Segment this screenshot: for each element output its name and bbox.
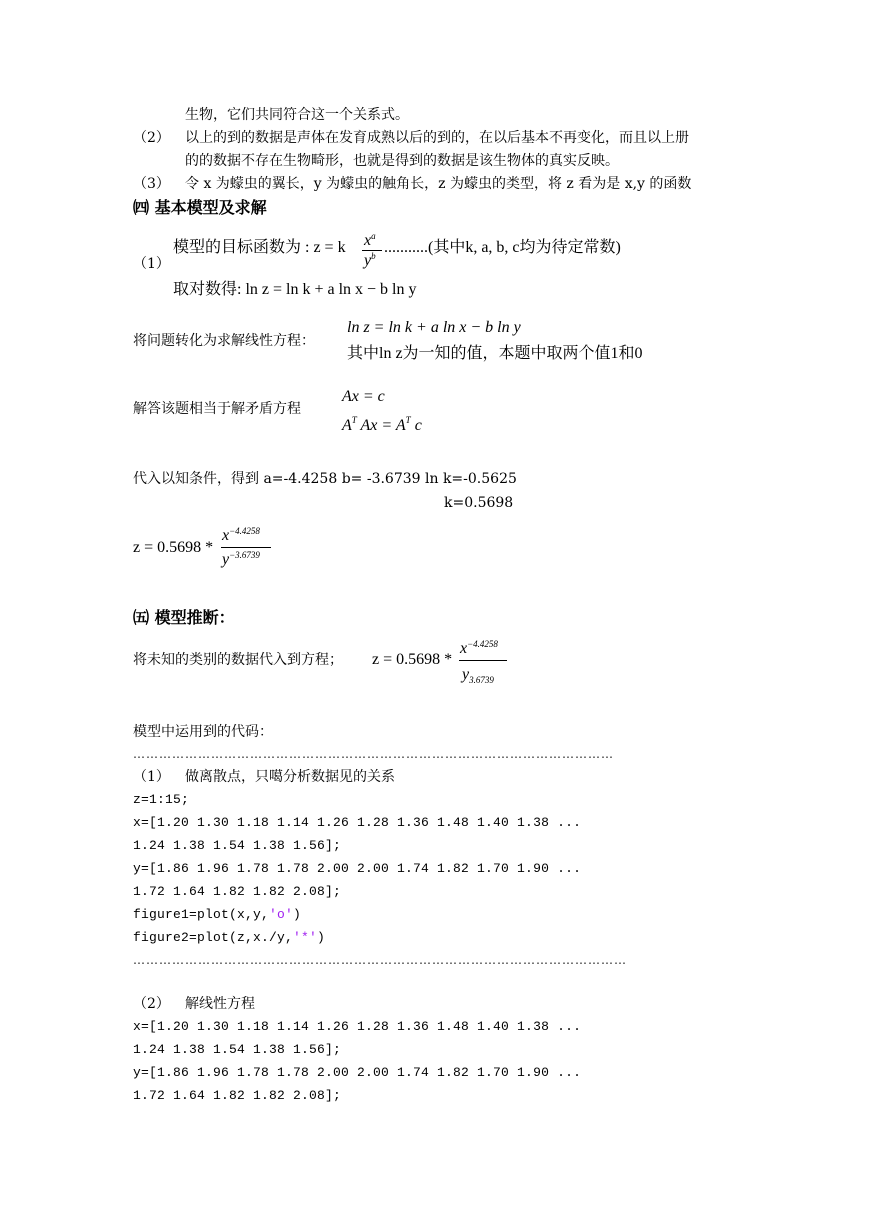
item-2-number: （2） bbox=[133, 130, 170, 146]
code-line: 1.72 1.64 1.82 1.82 2.08]; bbox=[133, 1088, 342, 1103]
inference-formula-num: $x^{-4.4258}$ bbox=[460, 639, 498, 657]
linear-equation: ln z = ln k + a ln x − b ln y bbox=[347, 319, 521, 336]
log-transform-line: 取对数得: ln z = ln k + a ln x − b ln y bbox=[173, 281, 417, 298]
contradictory-eq-2: $A^T$ $Ax = A^T$ c bbox=[342, 415, 422, 434]
code-part-1-title: 做离散点，只噶分析数据见的关系 bbox=[185, 769, 395, 785]
code-line: x=[1.20 1.30 1.18 1.14 1.26 1.28 1.36 1.48 1.40 1.38 ... bbox=[133, 815, 582, 830]
inference-label: 将未知的类别的数据代入到方程； bbox=[133, 652, 343, 668]
section-5-heading: ㈤ 模型推断： bbox=[133, 608, 235, 627]
objective-frac-num: $x^a$ bbox=[364, 231, 376, 249]
code-heading: 模型中运用到的代码： bbox=[133, 724, 273, 740]
item-2-line-1: 以上的到的数据是声体在发育成熟以后的到的，在以后基本不再变化，而且以上册 bbox=[185, 130, 689, 146]
item-3-number: （3） bbox=[133, 176, 170, 192]
objective-prefix: 模型的目标函数为 : z = k bbox=[173, 239, 346, 256]
code-line: y=[1.86 1.96 1.78 1.78 2.00 2.00 1.74 1.82 1.70 1.90 ... bbox=[133, 1065, 582, 1080]
code-line: y=[1.86 1.96 1.78 1.78 2.00 2.00 1.74 1.82 1.70 1.90 ... bbox=[133, 861, 582, 876]
code-part-1-number: （1） bbox=[133, 769, 170, 785]
code-line: 1.24 1.38 1.54 1.38 1.56]; bbox=[133, 1042, 342, 1057]
inference-formula-prefix: z = 0.5698 * bbox=[372, 651, 453, 668]
contradictory-eq-1: Ax = c bbox=[342, 388, 385, 405]
linear-equation-label: 将问题转化为求解线性方程： bbox=[133, 333, 315, 349]
intro-line-1: 生物，它们共同符合这一个关系式。 bbox=[185, 107, 409, 123]
section-4-heading: ㈣ 基本模型及求解 bbox=[133, 198, 267, 217]
result-line: 代入以知条件，得到 a=-4.4258 b= -3.6739 ln k=-0.5625 bbox=[133, 471, 517, 487]
objective-frac-den: $y^b$ bbox=[364, 251, 376, 269]
final-formula-prefix: z = 0.5698 * bbox=[133, 539, 214, 556]
item-2-line-2: 的的数据不存在生物畸形，也就是得到的数据是该生物体的真实反映。 bbox=[185, 153, 619, 169]
inference-formula-den: $y_{3.6739}$ bbox=[462, 666, 494, 685]
code-line: z=1:15; bbox=[133, 792, 190, 807]
k-value: k=0.5698 bbox=[444, 495, 514, 511]
item-3-line: 令 x 为蠓虫的翼长，y 为蠓虫的触角长，z 为蠓虫的类型，将 z 看为是 x,y 的函数 bbox=[185, 176, 692, 192]
objective-suffix: ...........(其中k, a, b, c均为待定常数) bbox=[384, 239, 621, 256]
final-formula-bar bbox=[221, 547, 271, 548]
separator-1: ………………………………………………………………………………………………… bbox=[133, 747, 614, 761]
code-line: 1.24 1.38 1.54 1.38 1.56]; bbox=[133, 838, 342, 853]
formula-1-number: （1） bbox=[133, 256, 170, 272]
code-part-2-title: 解线性方程 bbox=[185, 996, 255, 1012]
code-line: figure1=plot(x,y,'o') bbox=[133, 907, 302, 922]
separator-2: …………………………………………………………………………………………………… bbox=[133, 953, 627, 967]
code-line: x=[1.20 1.30 1.18 1.14 1.26 1.28 1.36 1.48 1.40 1.38 ... bbox=[133, 1019, 582, 1034]
linear-equation-note: 其中ln z为一知的值，本题中取两个值1和0 bbox=[347, 345, 643, 362]
contradictory-label: 解答该题相当于解矛盾方程 bbox=[133, 401, 301, 417]
final-formula-den: $y^{-3.6739}$ bbox=[222, 550, 260, 568]
code-line: 1.72 1.64 1.82 1.82 2.08]; bbox=[133, 884, 342, 899]
final-formula-num: $x^{-4.4258}$ bbox=[222, 526, 260, 544]
code-part-2-number: （2） bbox=[133, 996, 170, 1012]
inference-formula-bar bbox=[459, 660, 507, 661]
code-line: figure2=plot(z,x./y,'*') bbox=[133, 930, 326, 945]
